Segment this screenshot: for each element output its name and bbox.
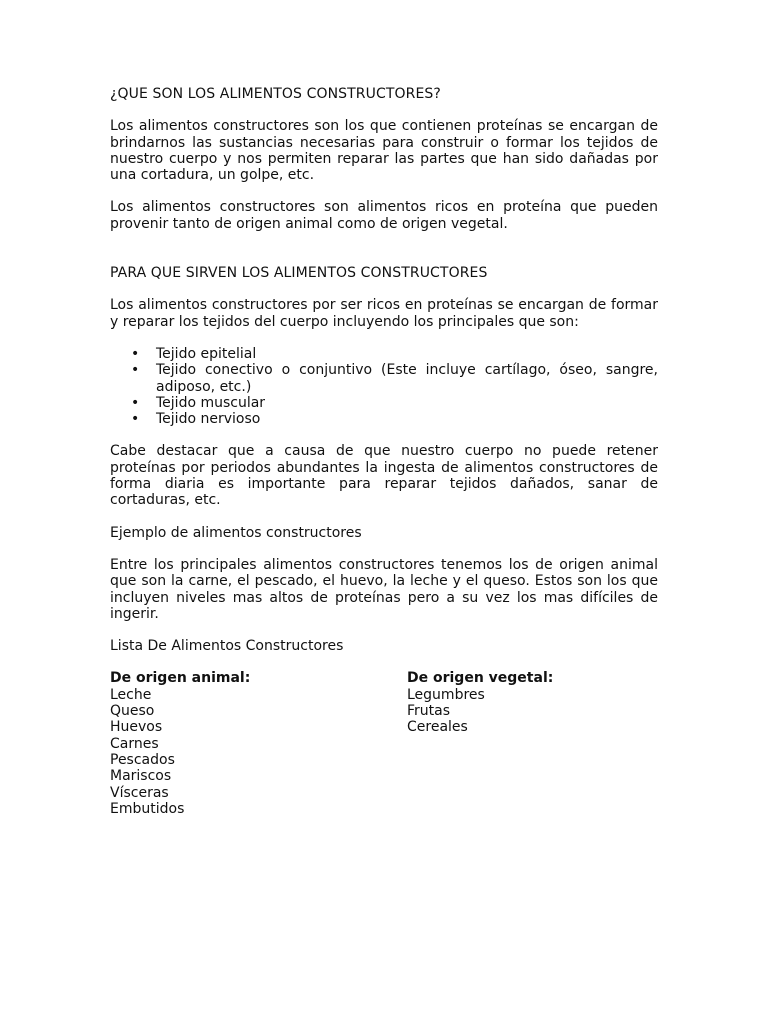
list-item: Huevos [110,719,163,736]
animal-origin-column [110,670,407,817]
list-item: • Tejido epitelial [156,346,658,362]
list-item: • Tejido nervioso [156,411,658,427]
list-item: Legumbres [407,686,485,703]
paragraph-note: Cabe destacar que a causa de que nuestro cuerpo no puede retener proteínas por periodos abundantes la ingesta de alimentos constructores de forma diaria es importante para reparar tejidos dañados, sanar de cortaduras, etc. [110,443,658,509]
paragraph-purpose: Los alimentos constructores por ser ricos en proteínas se encargan de formar y reparar los tejidos del cuerpo incluyendo los principales que son: [110,297,658,330]
list-item: Mariscos [110,768,172,785]
list-item: Frutas [407,703,451,720]
list-item: Queso [110,703,155,720]
food-lists [110,670,658,817]
document-page [110,86,658,817]
vegetal-origin-title: De origen vegetal: [407,670,554,687]
heading-que-son: ¿QUE SON LOS ALIMENTOS CONSTRUCTORES? [110,86,441,102]
paragraph-definition: Los alimentos constructores son los que contienen proteínas se encargan de brindarnos las sustancias necesarias para construir o formar los tejidos de nuestro cuerpo y nos permiten reparar las partes que han sido dañadas por una cortadura, un golpe, etc. [110,118,658,184]
list-item: Cereales [407,719,468,736]
list-item: Pescados [110,751,175,768]
paragraph-origin: Los alimentos constructores son alimentos ricos en proteína que pueden provenir tanto de origen animal como de origen vegetal. [110,199,658,232]
animal-origin-title: De origen animal: [110,670,251,687]
list-item: • Tejido conectivo o conjuntivo (Este incluye cartílago, óseo, sangre, adiposo, etc.) [156,362,658,395]
paragraph-example: Entre los principales alimentos constructores tenemos los de origen animal que son la carne, el pescado, el huevo, la leche y el queso. Estos son los que incluyen niveles mas altos de proteínas pero a su vez los mas difíciles de ingerir. [110,556,658,622]
tissue-list [110,346,658,427]
example-title: Ejemplo de alimentos constructores [110,524,362,541]
vegetal-origin-column [407,670,658,817]
list-item: Vísceras [110,784,169,801]
list-item: • Tejido muscular [156,395,658,411]
list-item: Carnes [110,735,159,752]
list-item: Leche [110,686,152,703]
list-title: Lista De Alimentos Constructores [110,638,344,655]
list-item: Embutidos [110,800,185,817]
heading-para-que-sirven: PARA QUE SIRVEN LOS ALIMENTOS CONSTRUCTORES [110,265,488,282]
